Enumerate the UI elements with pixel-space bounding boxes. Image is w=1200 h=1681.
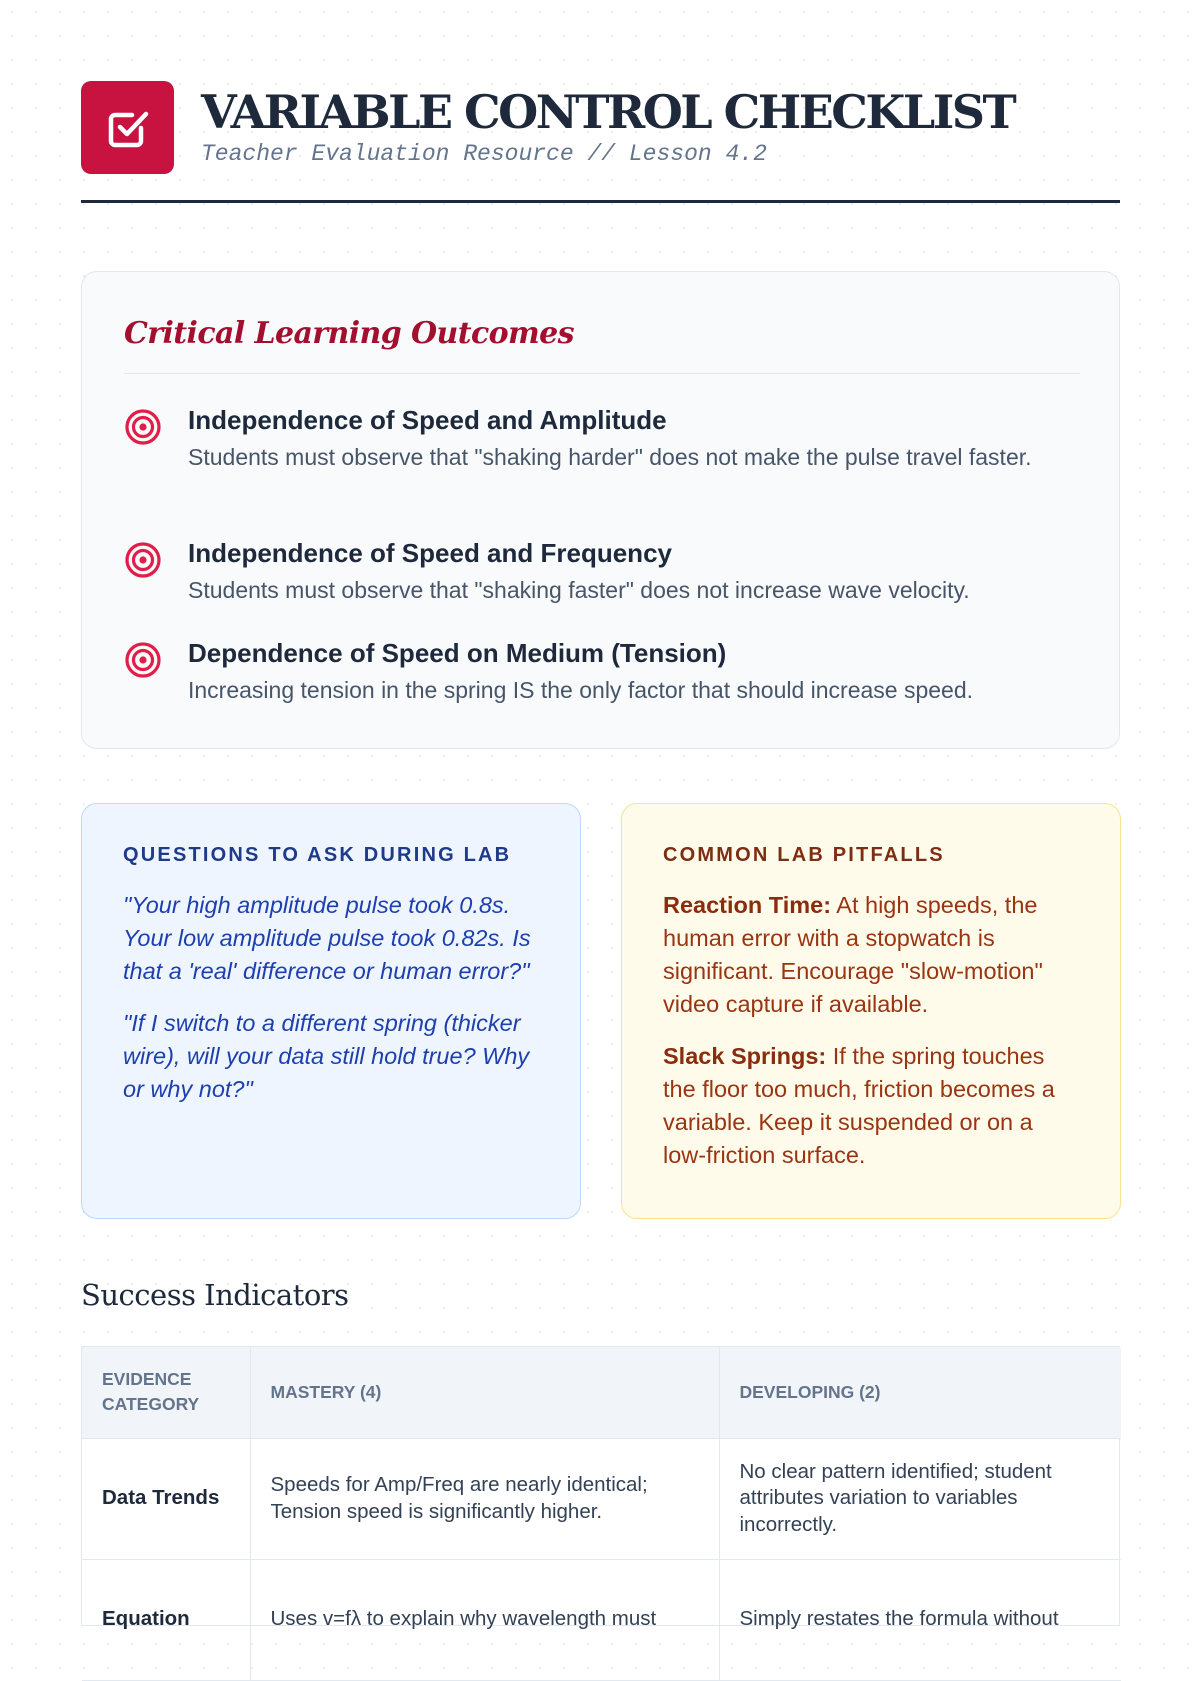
mastery-cell: Uses v=fλ to explain why wavelength must [250,1559,719,1680]
pitfall-term: Reaction Time: [663,892,832,918]
outcome-name: Dependence of Speed on Medium (Tension) [188,638,727,668]
developing-cell: No clear pattern identified; student attributes variation to variables incorrectly. [719,1438,1121,1559]
mastery-cell: Speeds for Amp/Freq are nearly identical; Tension speed is significantly higher. [250,1438,719,1559]
column-header: EVIDENCE CATEGORY [82,1347,250,1438]
outcome-name: Independence of Speed and Amplitude [188,405,667,435]
developing-cell: Simply restates the formula without [719,1559,1121,1680]
page-title: VARIABLE CONTROL CHECKLIST [201,85,1015,139]
learning-outcomes-card [81,271,1120,749]
pitfall-item [663,1040,1080,1172]
pitfall-term: Slack Springs: [663,1043,827,1069]
target-icon [124,541,162,579]
pitfall-text: If the spring touches the floor too much, friction becomes a variable. Keep it suspended or on a low-friction surface. [663,1043,1055,1168]
pitfalls-heading: COMMON LAB PITFALLS [663,844,945,866]
target-icon [124,641,162,679]
column-header: MASTERY (4) [250,1347,719,1438]
table-header-row [82,1347,1121,1438]
table-row [82,1559,1121,1680]
category-cell: Equation [82,1559,250,1680]
outcome-description: Increasing tension in the spring IS the only factor that should increase speed. [188,677,974,703]
success-indicators-table [81,1346,1120,1631]
outcome-description: Students must observe that "shaking harder" does not make the pulse travel faster. [188,444,1032,470]
outcome-name: Independence of Speed and Frequency [188,538,672,568]
pitfalls-card [621,803,1121,1219]
pitfall-item [663,889,1080,1021]
question-item: "Your high amplitude pulse took 0.8s. Your low amplitude pulse took 0.82s. Is that a 'real' difference or human error?" [123,892,531,984]
table-row [82,1438,1121,1559]
questions-card [81,803,581,1219]
outcomes-title: Critical Learning Outcomes [124,316,574,351]
category-cell: Data Trends [82,1438,250,1559]
checkbox-icon [81,81,174,174]
column-header: DEVELOPING (2) [719,1347,1121,1438]
outcome-description: Students must observe that "shaking faster" does not increase wave velocity. [188,577,970,603]
target-icon [124,408,162,446]
pitfall-text: At high speeds, the human error with a stopwatch is significant. Encourage "slow-motion" video capture if available. [663,892,1043,1017]
page-header [81,81,1120,203]
divider [124,373,1080,374]
success-indicators-title: Success Indicators [81,1278,349,1312]
questions-heading: QUESTIONS TO ASK DURING LAB [123,844,512,866]
page-subtitle: Teacher Evaluation Resource // Lesson 4.2 [201,141,767,167]
question-item: "If I switch to a different spring (thicker wire), will your data still hold true? Why or why not?" [123,1010,530,1102]
